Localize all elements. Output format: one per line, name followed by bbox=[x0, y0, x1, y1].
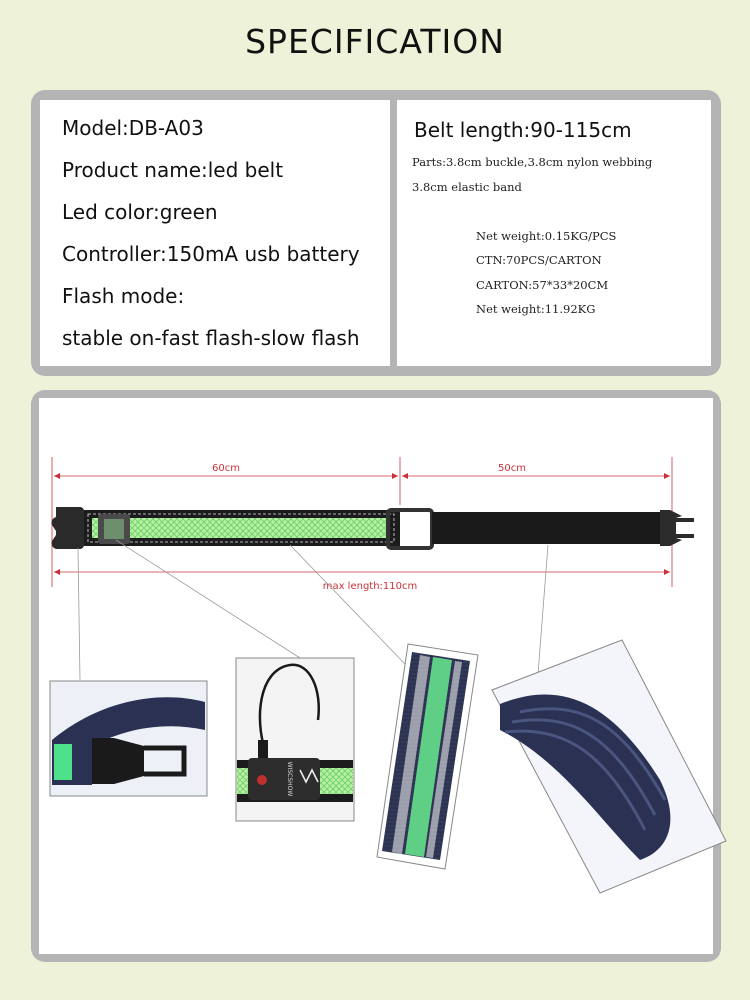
parts-line-1: Parts:3.8cm buckle,3.8cm nylon webbing bbox=[412, 155, 653, 169]
photo-buckle-closeup bbox=[50, 681, 207, 796]
brand-logo: WISCSHOW bbox=[286, 761, 293, 797]
power-button-icon bbox=[257, 775, 267, 785]
net-weight-total: Net weight:11.92KG bbox=[476, 302, 596, 316]
ctn-text: CTN:70PCS/CARTON bbox=[476, 253, 602, 267]
product-name-text: Product name:led belt bbox=[62, 158, 284, 182]
dim-label-max-length: max length:110cm bbox=[322, 581, 418, 592]
led-color-text: Led color:green bbox=[62, 200, 218, 224]
belt-illustration bbox=[52, 507, 694, 549]
right-buckle-icon bbox=[660, 510, 694, 546]
photo-webbing-closeup bbox=[377, 644, 478, 869]
photo-elastic-closeup bbox=[492, 640, 726, 893]
carton-text: CARTON:57*33*20CM bbox=[476, 278, 609, 292]
page-title: SPECIFICATION bbox=[245, 22, 505, 61]
dim-label-50cm: 50cm bbox=[498, 463, 526, 474]
flash-mode-detail: stable on-fast flash-slow flash bbox=[62, 326, 360, 350]
parts-line-2: 3.8cm elastic band bbox=[412, 180, 522, 194]
model-text: Model:DB-A03 bbox=[62, 116, 204, 140]
photo-controller-closeup bbox=[236, 658, 354, 821]
net-weight-pcs: Net weight:0.15KG/PCS bbox=[476, 229, 617, 243]
dim-label-60cm: 60cm bbox=[212, 463, 240, 474]
belt-length-text: Belt length:90-115cm bbox=[414, 118, 632, 142]
buckle-closeup-icon bbox=[92, 738, 144, 784]
controller-text: Controller:150mA usb battery bbox=[62, 242, 360, 266]
left-buckle-icon bbox=[52, 507, 84, 549]
flash-mode-label: Flash mode: bbox=[62, 284, 185, 308]
